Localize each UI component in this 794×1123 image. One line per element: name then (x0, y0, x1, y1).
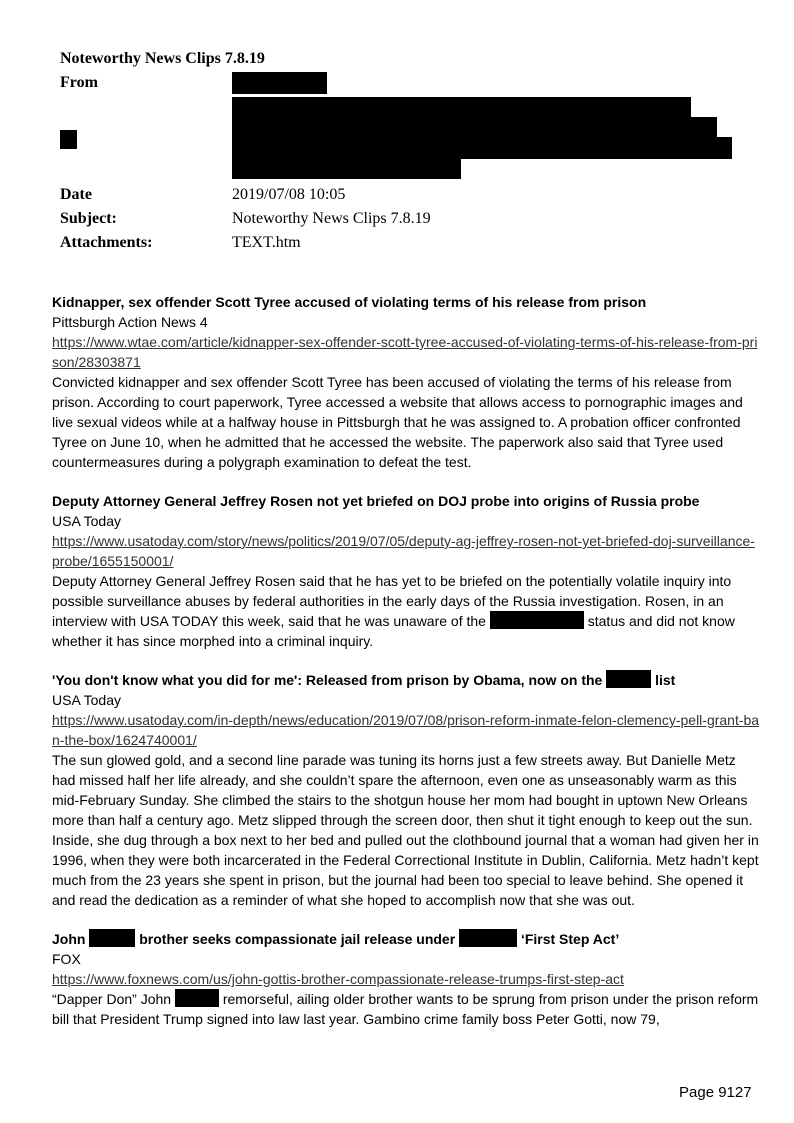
attachments-label: Attachments: (60, 234, 153, 251)
redaction-block (89, 929, 135, 947)
from-label: From (60, 74, 98, 91)
article-source: Pittsburgh Action News 4 (52, 314, 208, 330)
article-body (52, 989, 762, 1029)
article (52, 670, 762, 910)
article-body-part: “Dapper Don” John (52, 991, 172, 1007)
article-title-part: John (52, 931, 86, 947)
article-title: Kidnapper, sex offender Scott Tyree accused of violating terms of his release from prison (52, 294, 647, 310)
article-title: Deputy Attorney General Jeffrey Rosen not yet briefed on DOJ probe into origins of Russia probe (52, 493, 700, 509)
article-title-part: 'You don't know what you did for me': Released from prison by Obama, now on the (52, 672, 603, 688)
email-title: Noteworthy News Clips 7.8.19 (60, 50, 265, 67)
article-title (52, 929, 762, 949)
article-link[interactable]: https://www.usatoday.com/story/news/politics/2019/07/05/deputy-ag-jeffrey-rosen-not-yet-briefed-doj-surveillance-probe/1655150001/ (52, 533, 755, 569)
article-body-part: Deputy Attorney General Jeffrey Rosen said that he has yet to be briefed on the potentially volatile inquiry into possible surveillance abuses by federal authorities in the early days of the Russia investigation. Rosen, in an interview with USA TODAY this week, said that he was unaware of the (52, 573, 732, 629)
article-source: FOX (52, 951, 81, 967)
page-number: Page 9127 (679, 1084, 752, 1101)
redacted-to-label (60, 130, 77, 149)
article-title-part: ‘First Step Act’ (520, 931, 620, 947)
redacted-recipients-line-3 (232, 137, 732, 159)
article-body: The sun glowed gold, and a second line parade was tuning its horns just a few streets away. But Danielle Metz had missed half her life already, and she couldn’t spare the afternoon, even one as unseasonably warm as this mid-February Sunday. She climbed the stairs to the shotgun house her mom had bought in uptown New Orleans more than half a century ago. Metz slipped through the screen door, then shut it tight enough to keep out the sun. Inside, she dug through a box next to her bed and pulled out the clothbound journal that a woman had given her in 1996, when they were both incarcerated in the Federal Correctional Institute in Dublin, California. Metz hadn’t kept much from the 23 years she spent in prison, but the journal had been too special to leave behind. She opened it and read the dedication as a reminder of what she hoped to accomplish now that she was out. (52, 752, 759, 908)
attachment-value[interactable]: TEXT.htm (232, 234, 301, 251)
article (52, 491, 762, 651)
article (52, 292, 762, 472)
article-body: Convicted kidnapper and sex offender Scott Tyree has been accused of violating the terms of his release from prison. According to court paperwork, Tyree accessed a website that allows access to pornographic images and live sexual videos while at a halfway house in Pittsburgh that he was assigned to. A probation officer confronted Tyree on June 10, when he admitted that he accessed the website. The paperwork also said that Tyree used countermeasures during a polygraph examination to defeat the test. (52, 374, 743, 470)
redacted-recipients-line-2 (232, 117, 717, 139)
redaction-block (490, 611, 584, 629)
article-source: USA Today (52, 513, 122, 529)
article-title-part: brother seeks compassionate jail release under (139, 931, 456, 947)
article-body-part: status and did not know whether it has since morphed into a criminal inquiry. (52, 613, 735, 649)
article-link[interactable]: https://www.foxnews.com/us/john-gottis-brother-compassionate-release-trumps-first-step-act (52, 971, 624, 987)
article-title-part: list (655, 672, 676, 688)
redacted-recipients-line-4 (232, 157, 461, 179)
article-body-part: remorseful, ailing older brother wants to be sprung from prison under the prison reform bill that President Trump signed into law last year. Gambino crime family boss Peter Gotti, now 79, (52, 991, 759, 1027)
article-link[interactable]: https://www.usatoday.com/in-depth/news/education/2019/07/08/prison-reform-inmate-felon-clemency-pell-grant-ban-the-box/1624740001/ (52, 712, 760, 748)
article-title (52, 670, 762, 690)
article-source: USA Today (52, 692, 122, 708)
redaction-block (606, 670, 651, 688)
redacted-sender (232, 72, 327, 94)
date-value: 2019/07/08 10:05 (232, 186, 346, 203)
redacted-recipients-line-1 (232, 97, 691, 119)
article (52, 929, 762, 1029)
redaction-block (459, 929, 517, 947)
article-link[interactable]: https://www.wtae.com/article/kidnapper-sex-offender-scott-tyree-accused-of-violating-terms-of-his-release-from-prison/28303871 (52, 334, 758, 370)
article-body (52, 571, 762, 651)
subject-value: Noteworthy News Clips 7.8.19 (232, 210, 431, 227)
redaction-block (175, 989, 219, 1007)
date-label: Date (60, 186, 92, 203)
subject-label: Subject: (60, 210, 117, 227)
article-list (52, 292, 762, 1048)
